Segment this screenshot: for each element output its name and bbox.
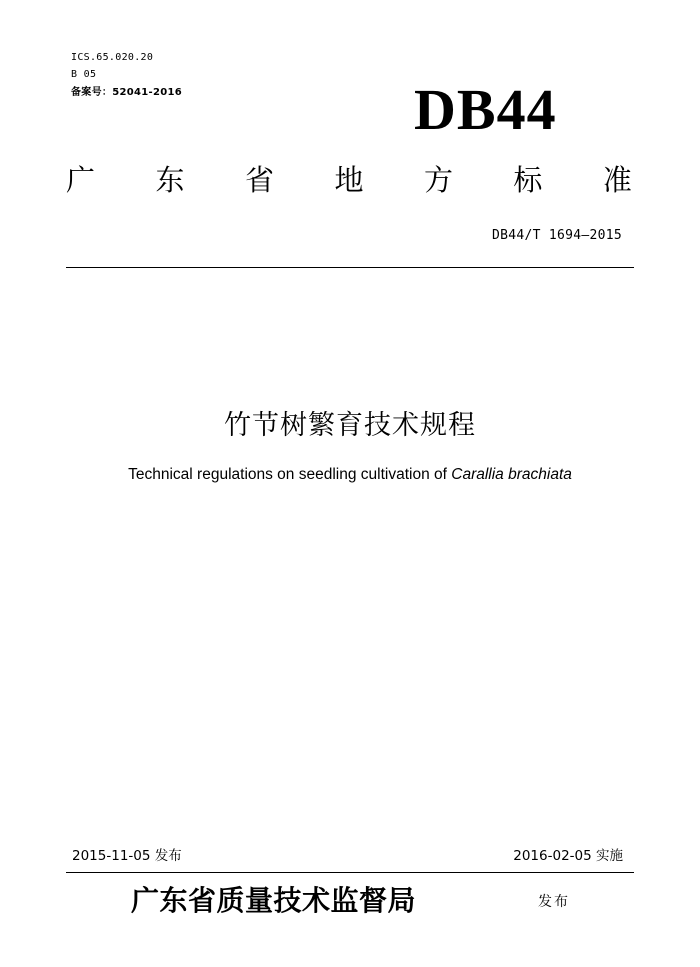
record-number: 备案号：52041-2016 xyxy=(71,87,182,98)
issuing-authority: 广东省质量技术监督局 xyxy=(131,884,417,917)
standard-type-char: 准 xyxy=(602,163,632,197)
document-title-chinese: 竹节树繁育技术规程 xyxy=(224,410,476,441)
standard-type-char: 地 xyxy=(334,163,364,197)
standard-type-char: 标 xyxy=(513,163,543,197)
standard-type-char: 省 xyxy=(244,163,274,197)
standard-code-logo: DB44 xyxy=(414,77,557,142)
ccs-code: B 05 xyxy=(71,69,97,80)
standard-type-char: 东 xyxy=(155,163,185,197)
ics-code: ICS.65.020.20 xyxy=(71,52,154,63)
standard-type-char: 方 xyxy=(423,163,453,197)
title-english-prefix: Technical regulations on seedling cultivation of xyxy=(128,466,452,483)
title-english-species: Carallia brachiata xyxy=(451,466,572,483)
issuing-suffix: 发布 xyxy=(538,894,570,910)
bottom-divider xyxy=(66,872,634,873)
standard-type-char: 广 xyxy=(66,163,96,197)
issue-date: 2015-11-05 发布 xyxy=(72,848,182,864)
top-divider xyxy=(66,267,634,268)
document-title-english xyxy=(0,465,700,485)
standard-type-heading xyxy=(66,160,632,200)
implementation-date: 2016-02-05 实施 xyxy=(513,848,623,864)
standard-number: DB44/T 1694—2015 xyxy=(491,228,622,243)
